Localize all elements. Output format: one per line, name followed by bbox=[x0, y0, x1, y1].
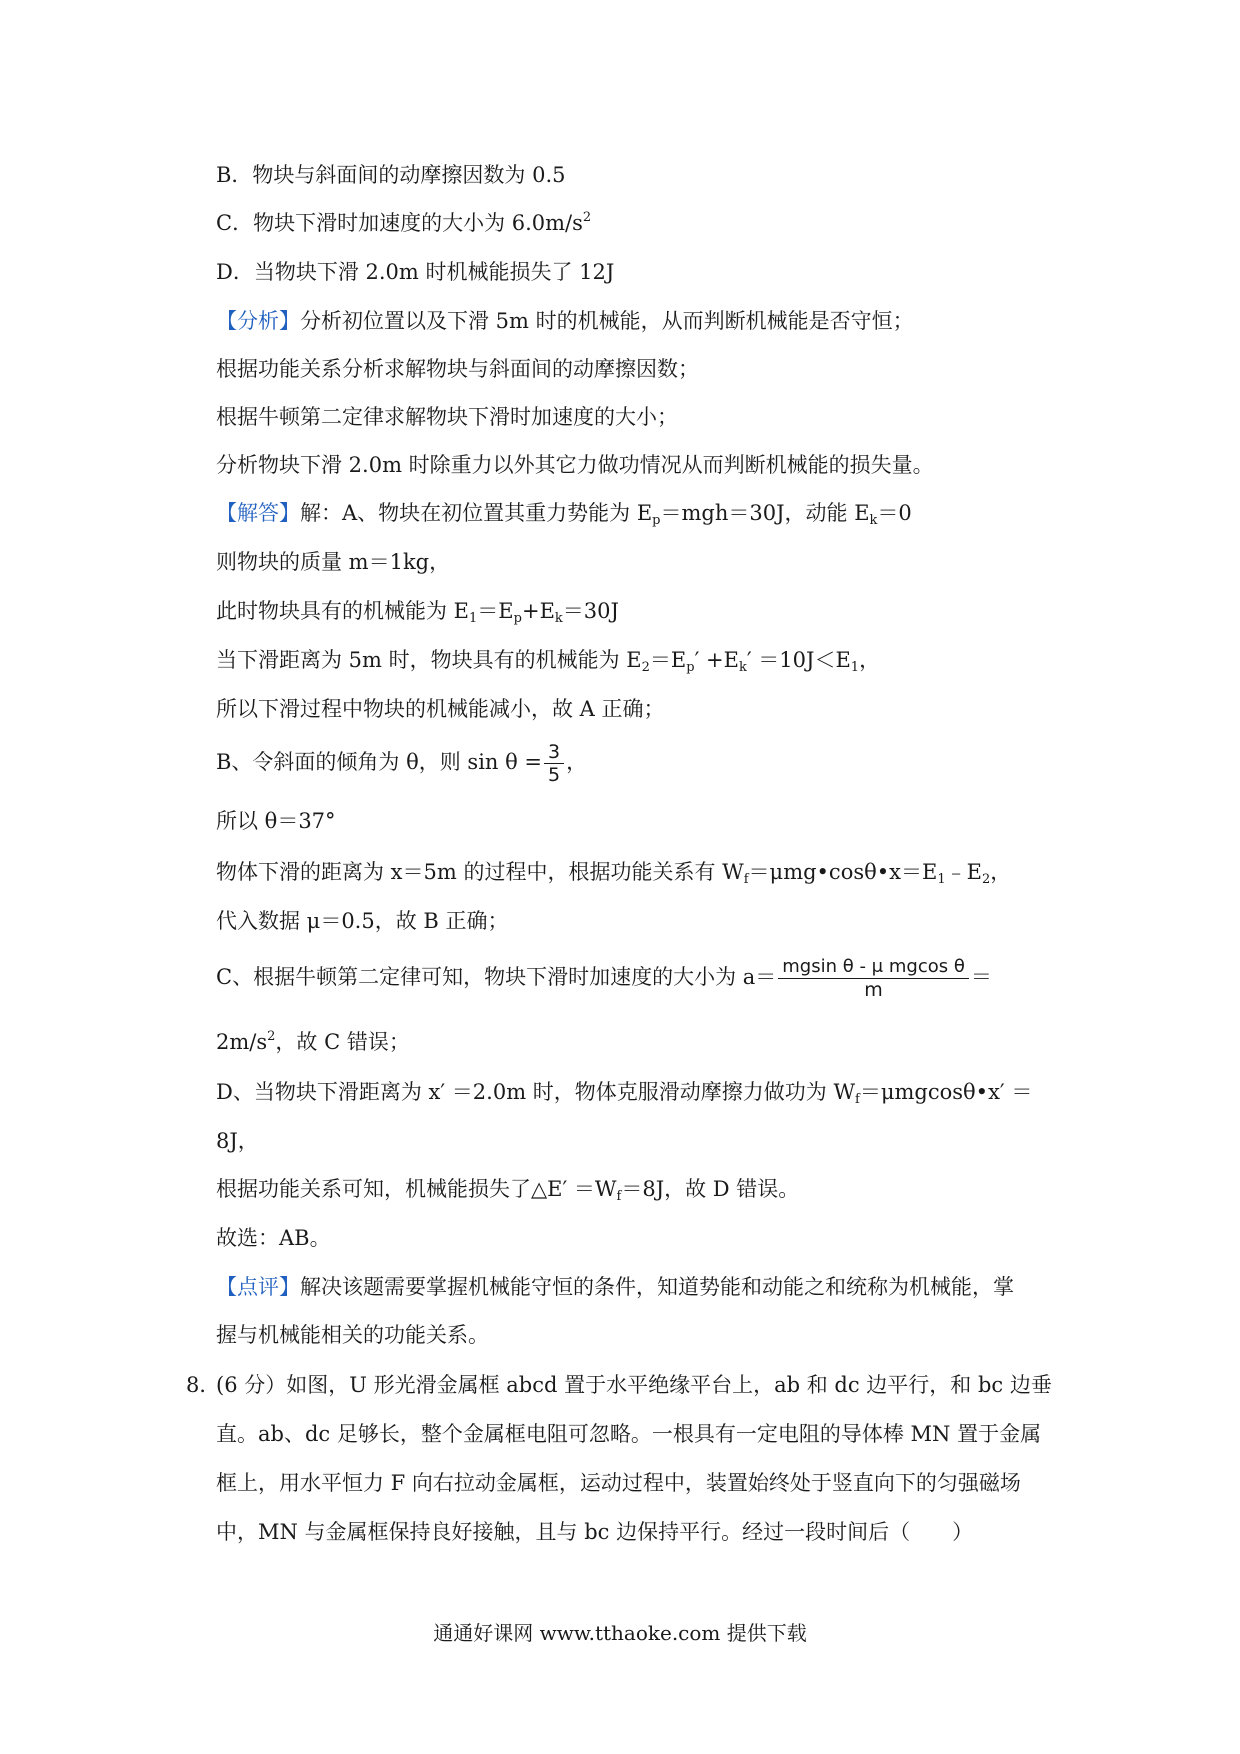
solution-text: ＝mgh＝30J，动能 E bbox=[660, 501, 870, 525]
solution-text: 根据功能关系可知，机械能损失了△E′ ＝W bbox=[216, 1177, 617, 1201]
solution-text: ＝E bbox=[477, 599, 514, 623]
subscript: k bbox=[869, 513, 878, 528]
solution-line-13: 8J， bbox=[216, 1129, 259, 1153]
solution-line-3 bbox=[216, 596, 1056, 626]
solution-line-2: 则物块的质量 m＝1kg， bbox=[216, 550, 451, 574]
solution-text: ＝8J，故 D 错误。 bbox=[621, 1177, 800, 1201]
option-d: D．当物块下滑 2.0m 时机械能损失了 12J bbox=[216, 260, 615, 284]
subscript: 1 bbox=[469, 611, 478, 626]
subscript: p bbox=[652, 513, 661, 528]
analysis-line-3: 根据牛顿第二定律求解物块下滑时加速度的大小； bbox=[216, 405, 678, 429]
solution-text: ＝μmgcosθ•x′ ＝ bbox=[859, 1080, 1033, 1104]
solution-text: ＝E bbox=[649, 648, 687, 672]
solution-text: ， bbox=[859, 648, 881, 672]
subscript: 2 bbox=[981, 872, 991, 887]
question-8-line-4: 中，MN 与金属框保持良好接触，且与 bc 边保持平行。经过一段时间后（ ） bbox=[216, 1520, 974, 1544]
subscript: p bbox=[686, 660, 695, 675]
comment-line-1 bbox=[216, 1272, 1056, 1302]
solution-text: ， bbox=[566, 750, 588, 774]
solution-line-5: 所以下滑过程中物块的机械能减小，故 A 正确； bbox=[216, 697, 665, 721]
comment-tag: 【点评】 bbox=[216, 1275, 300, 1299]
page-footer: 通通好课网 www.tthaoke.com 提供下载 bbox=[433, 1621, 807, 1645]
subscript: 1 bbox=[937, 872, 946, 887]
solution-line-7: 所以 θ＝37° bbox=[216, 809, 336, 833]
solution-text: ， bbox=[990, 860, 1012, 884]
analysis-text-1: 分析初位置以及下滑 5m 时的机械能，从而判断机械能是否守恒； bbox=[300, 309, 914, 333]
solution-text: B、令斜面的倾角为 θ，则 sin θ = bbox=[216, 750, 543, 774]
solution-line-4 bbox=[216, 645, 1056, 675]
fraction-numerator: mgsin θ - μ mgcos θ bbox=[778, 956, 969, 979]
solution-text: 物体下滑的距离为 x＝5m 的过程中，根据功能关系有 W bbox=[216, 860, 744, 884]
solution-text: 2m/s bbox=[216, 1030, 268, 1054]
subscript: f bbox=[855, 1092, 860, 1107]
solution-text: ＝ bbox=[970, 965, 992, 989]
analysis-line-4: 分析物块下滑 2.0m 时除重力以外其它力做功情况从而判断机械能的损失量。 bbox=[216, 453, 934, 477]
solution-text: +E bbox=[521, 599, 555, 623]
question-text: (6 分）如图，U 形光滑金属框 abcd 置于水平绝缘平台上，ab 和 dc 边平行，和 bc 边垂 bbox=[216, 1373, 1052, 1397]
subscript: k bbox=[738, 660, 747, 675]
solution-text: D、当物块下滑距离为 x′ ＝2.0m 时，物体克服滑动摩擦力做功为 W bbox=[216, 1080, 856, 1104]
superscript: 2 bbox=[267, 1029, 276, 1044]
question-number: 8． bbox=[186, 1373, 221, 1397]
fraction-sin-theta bbox=[544, 741, 564, 786]
subscript: 1 bbox=[850, 660, 860, 675]
solution-text: 此时物块具有的机械能为 E bbox=[216, 599, 470, 623]
fraction-acceleration bbox=[778, 956, 969, 1001]
solution-line-14 bbox=[216, 1174, 1056, 1204]
fraction-denominator: 5 bbox=[548, 764, 561, 786]
solution-tag: 【解答】 bbox=[216, 501, 300, 525]
solution-line-8 bbox=[216, 857, 1056, 887]
solution-text: ′ ＝10J＜E bbox=[746, 648, 851, 672]
subscript: k bbox=[554, 611, 563, 626]
option-b: B．物块与斜面间的动摩擦因数为 0.5 bbox=[216, 163, 566, 187]
solution-text: ′ +E bbox=[694, 648, 739, 672]
subscript: p bbox=[513, 611, 522, 626]
solution-line-9: 代入数据 μ＝0.5，故 B 正确； bbox=[216, 909, 509, 933]
comment-text: 解决该题需要掌握机械能守恒的条件，知道势能和动能之和统称为机械能，掌 bbox=[300, 1275, 1014, 1299]
solution-line-1 bbox=[216, 498, 1056, 528]
solution-text: ＝30J bbox=[562, 599, 619, 623]
subscript: 2 bbox=[641, 660, 650, 675]
comment-line-2: 握与机械能相关的功能关系。 bbox=[216, 1323, 489, 1347]
solution-line-6 bbox=[216, 740, 1056, 786]
solution-text: ﹣E bbox=[945, 860, 982, 884]
option-c bbox=[216, 208, 1056, 238]
solution-line-10 bbox=[216, 952, 1056, 1002]
solution-line-15: 故选：AB。 bbox=[216, 1226, 331, 1250]
solution-text: ，故 C 错误； bbox=[275, 1030, 410, 1054]
subscript: f bbox=[743, 872, 749, 887]
subscript: f bbox=[616, 1189, 622, 1204]
solution-text: 解：A、物块在初位置其重力势能为 E bbox=[300, 501, 653, 525]
solution-line-12 bbox=[216, 1077, 1056, 1107]
option-c-exponent: 2 bbox=[582, 210, 592, 225]
fraction-numerator: 3 bbox=[544, 741, 564, 764]
option-c-text: C．物块下滑时加速度的大小为 6.0m/s bbox=[216, 211, 583, 235]
solution-text: 当下滑距离为 5m 时，物块具有的机械能为 E bbox=[216, 648, 642, 672]
solution-text: ＝0 bbox=[877, 501, 912, 525]
question-8-line-1 bbox=[186, 1370, 1056, 1400]
solution-text: C、根据牛顿第二定律可知，物块下滑时加速度的大小为 a＝ bbox=[216, 965, 777, 989]
solution-line-11 bbox=[216, 1027, 1056, 1057]
solution-text: ＝μmg•cosθ•x＝E bbox=[748, 860, 938, 884]
analysis-tag: 【分析】 bbox=[216, 309, 300, 333]
analysis-line-2: 根据功能关系分析求解物块与斜面间的动摩擦因数； bbox=[216, 357, 699, 381]
question-8-line-3: 框上，用水平恒力 F 向右拉动金属框，运动过程中，装置始终处于竖直向下的匀强磁场 bbox=[216, 1471, 1021, 1495]
fraction-denominator: m bbox=[864, 979, 883, 1001]
question-8-line-2: 直。ab、dc 足够长，整个金属框电阻可忽略。一根具有一定电阻的导体棒 MN 置于金属 bbox=[216, 1422, 1042, 1446]
analysis-line-1 bbox=[216, 306, 1056, 336]
